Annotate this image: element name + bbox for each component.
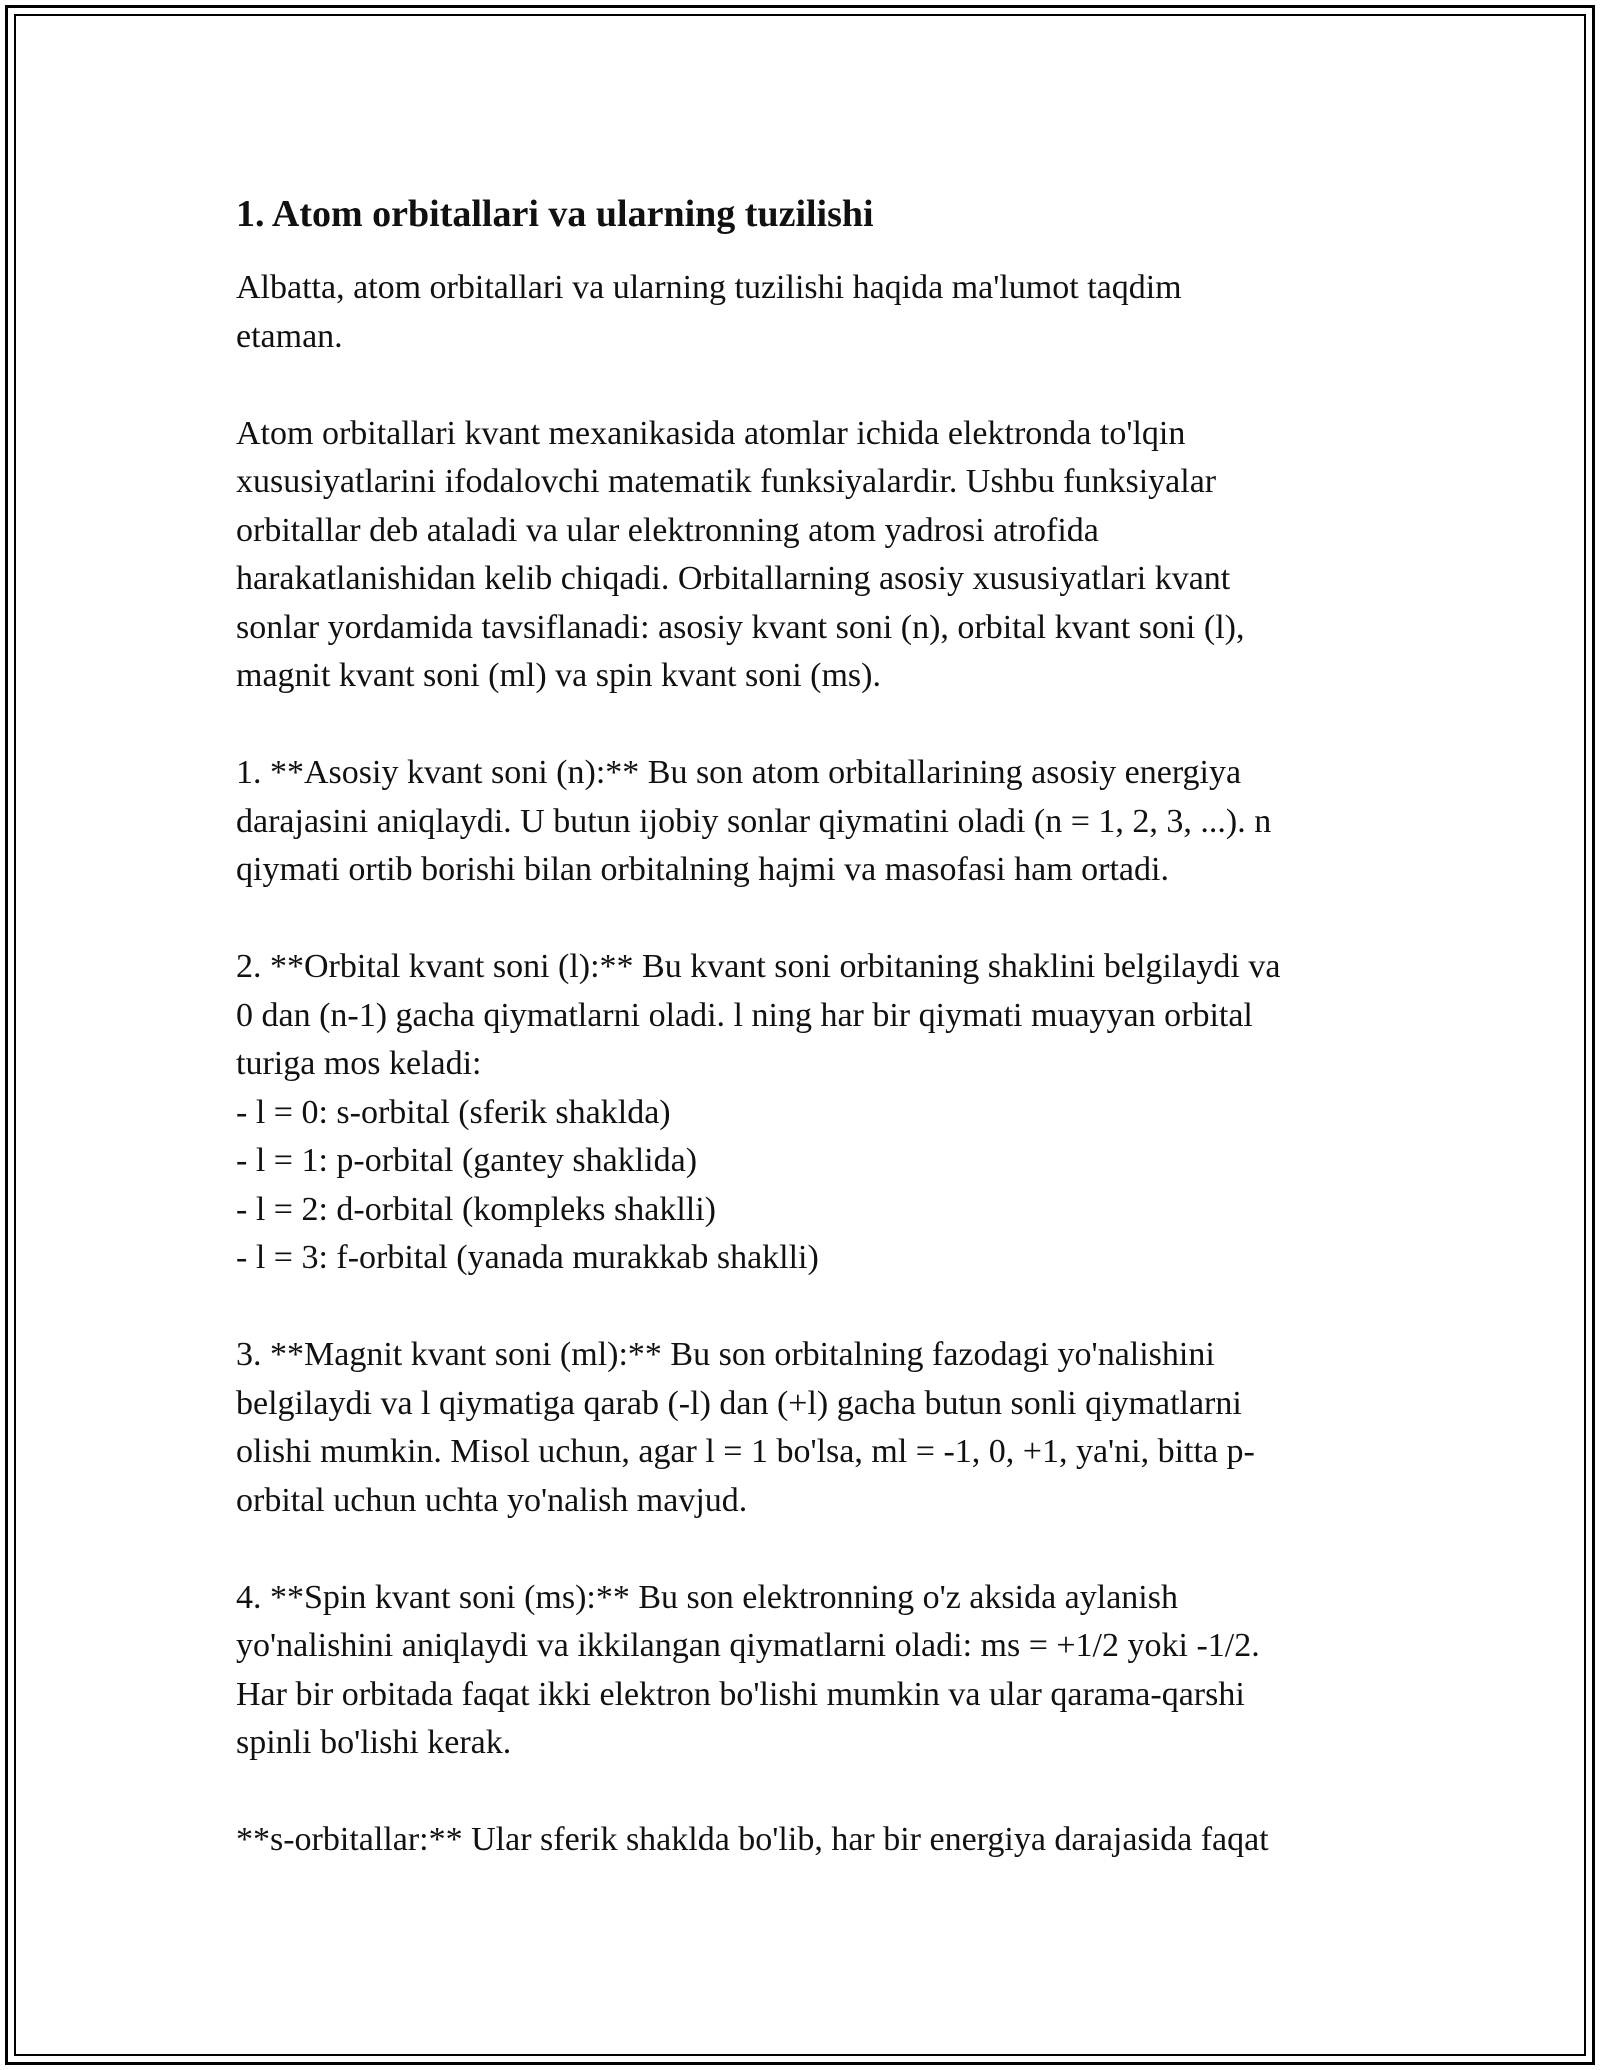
paragraph-gap: [236, 895, 1366, 944]
paragraph-gap: [236, 1768, 1366, 1817]
orbitals-overview-paragraph: Atom orbitallari kvant mexanikasida atomlar ichida elektronda to'lqin xususiyatlarini ifodalovchi matematik funksiyalardir. Ushbu funksiyalar orbitallar deb ataladi va ular elektronning atom yadrosi atrofida harakatlanishidan kelib chiqadi. Orbitallarning asosiy xususiyatlari kvant sonlar yordamida tavsiflanadi: asosiy kvant soni (n), orbital kvant soni (l), magnit kvant soni (ml) va spin kvant soni (ms).: [236, 414, 1245, 694]
section-heading: 1. Atom orbitallari va ularning tuzilishi: [236, 193, 874, 235]
principal-quantum-number-paragraph: 1. **Asosiy kvant soni (n):** Bu son atom orbitallarining asosiy energiya darajasini aniqlaydi. U butun ijobiy sonlar qiymatini oladi (n = 1, 2, 3, ...). n qiymati ortib borishi bilan orbitalning hajmi va masofasi ham ortadi.: [236, 754, 1272, 888]
paragraph-gap: [236, 361, 1366, 410]
document-body: [236, 186, 1366, 1865]
intro-paragraph: Albatta, atom orbitallari va ularning tuzilishi haqida ma'lumot taqdim etaman.: [236, 269, 1182, 355]
paragraph-gap: [236, 1283, 1366, 1332]
paragraph-gap: [236, 701, 1366, 750]
paragraph-gap: [236, 1525, 1366, 1574]
spin-quantum-number-paragraph: 4. **Spin kvant soni (ms):** Bu son elektronning o'z aksida aylanish yo'nalishini aniqlaydi va ikkilangan qiymatlarni oladi: ms = +1/2 yoki -1/2. Har bir orbitada faqat ikki elektron bo'lishi mumkin va ular qarama-qarshi spinli bo'lishi kerak.: [236, 1578, 1260, 1761]
s-orbitals-paragraph: **s-orbitallar:** Ular sferik shaklda bo'lib, har bir energiya darajasida faqat: [236, 1821, 1269, 1858]
orbital-quantum-number-paragraph: 2. **Orbital kvant soni (l):** Bu kvant soni orbitaning shaklini belgilaydi va 0 dan (n-1) gacha qiymatlarni oladi. l ning har bir qiymati muayyan orbital turiga mos keladi: - l = 0: s-orbital (sferik shaklda) - l = 1: p-orbital (gantey shaklida) - l = 2: d-orbital (kompleks shaklli) - l = 3: f-orbital (yanada murakkab shaklli): [236, 948, 1281, 1276]
magnetic-quantum-number-paragraph: 3. **Magnit kvant soni (ml):** Bu son orbitalning fazodagi yo'nalishini belgilaydi va l qiymatiga qarab (-l) dan (+l) gacha butun sonli qiymatlarni olishi mumkin. Misol uchun, agar l = 1 bo'lsa, ml = -1, 0, +1, ya'ni, bitta p- orbital uchun uchta yo'nalish mavjud.: [236, 1336, 1255, 1519]
